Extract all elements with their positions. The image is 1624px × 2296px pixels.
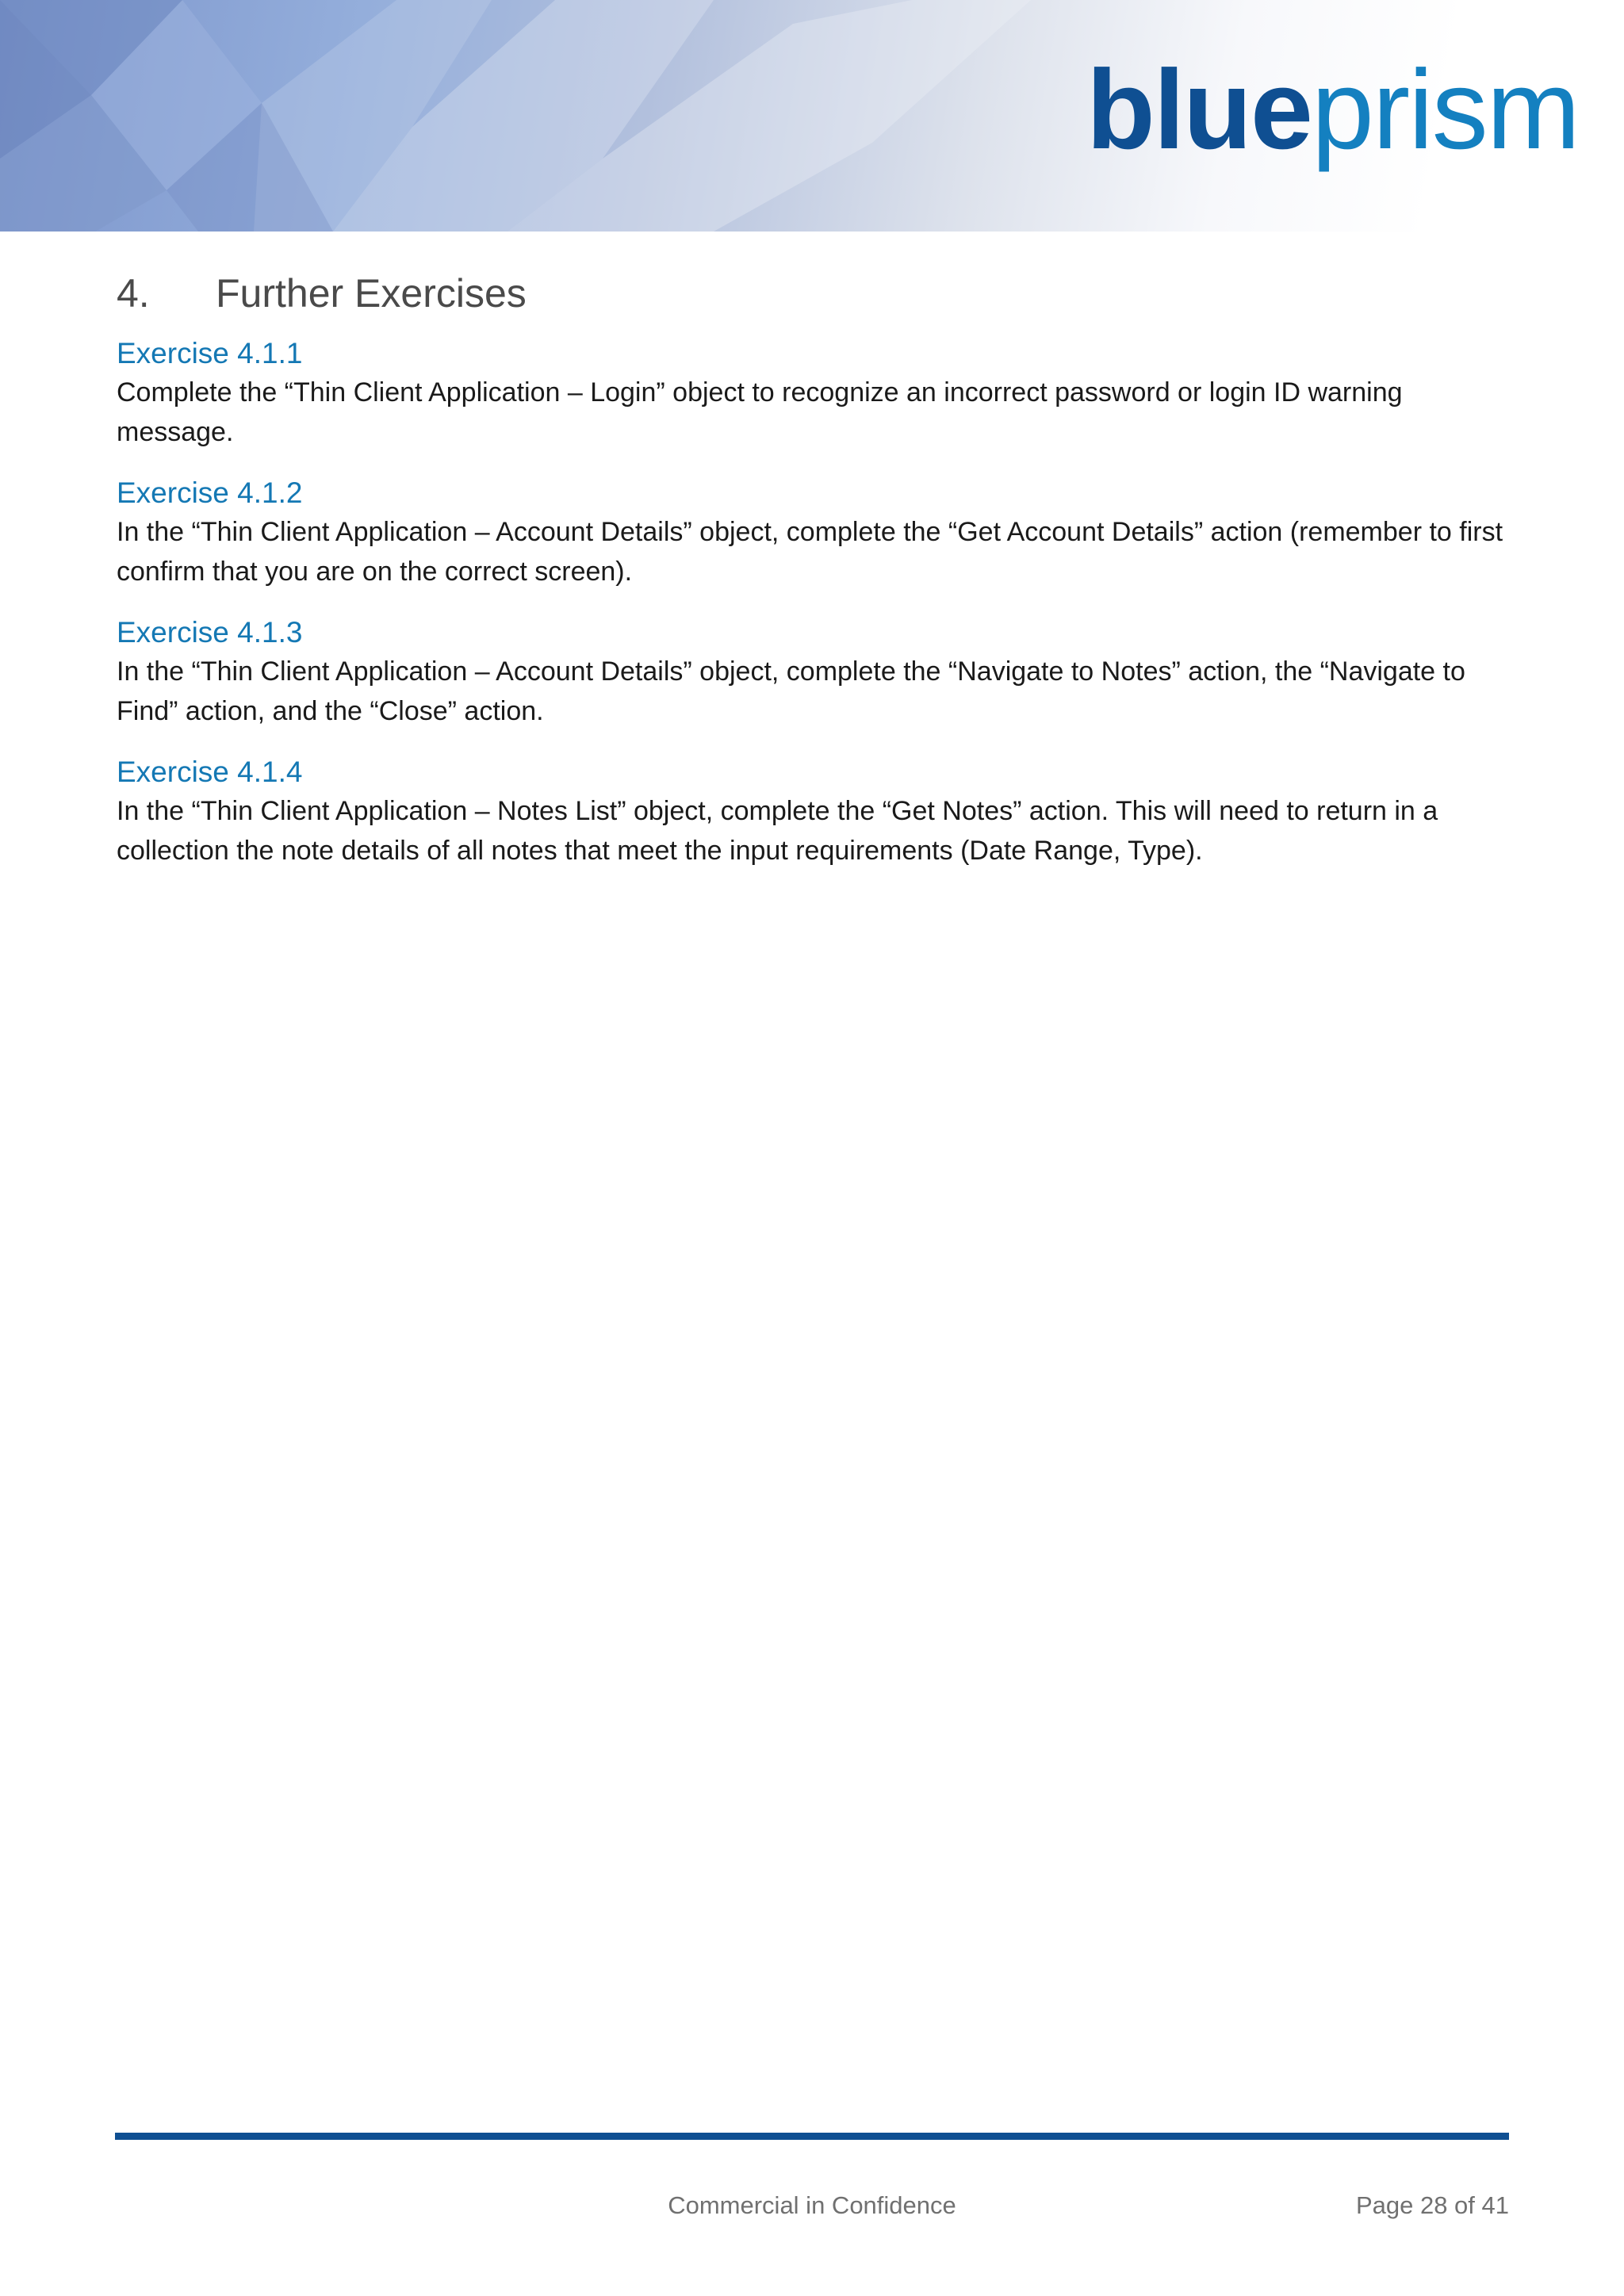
exercise-heading: Exercise 4.1.3: [117, 616, 303, 649]
exercise-text: In the “Thin Client Application – Notes List” object, complete the “Get Notes” action. This will need to return in a collection the note details of all notes that meet the input requirements (Date Range, Type).: [117, 796, 1438, 867]
footer-classification: Commercial in Confidence: [668, 2191, 956, 2219]
exercise-text: In the “Thin Client Application – Account Details” object, complete the “Navigate to Notes” action, the “Navigate to Find” action, and the “Close” action.: [117, 656, 1465, 727]
blueprism-logo: [1086, 47, 1580, 189]
exercise-4-1-4: [117, 753, 1512, 871]
page-content: [117, 270, 1512, 893]
footer-divider: [115, 2133, 1509, 2140]
exercise-4-1-2: [117, 474, 1512, 591]
section-title: [117, 270, 1512, 317]
exercise-heading: Exercise 4.1.4: [117, 756, 303, 789]
section-title-text: Further Exercises: [216, 271, 527, 316]
page-number: Page 28 of 41: [1355, 2191, 1509, 2219]
exercise-text: Complete the “Thin Client Application – Login” object to recognize an incorrect password or login ID warning message.: [117, 377, 1403, 448]
header-banner: [0, 0, 1624, 232]
logo-text-prism: prism: [1311, 47, 1580, 173]
exercise-text: In the “Thin Client Application – Account Details” object, complete the “Get Account Details” action (remember to first confirm that you are on the correct screen).: [117, 517, 1503, 587]
section-number: 4.: [117, 271, 150, 316]
exercise-heading: Exercise 4.1.1: [117, 337, 303, 369]
logo-text-blue: blue: [1086, 47, 1312, 173]
exercise-heading: Exercise 4.1.2: [117, 476, 303, 510]
exercise-4-1-1: [117, 335, 1512, 452]
exercise-4-1-3: [117, 614, 1512, 731]
